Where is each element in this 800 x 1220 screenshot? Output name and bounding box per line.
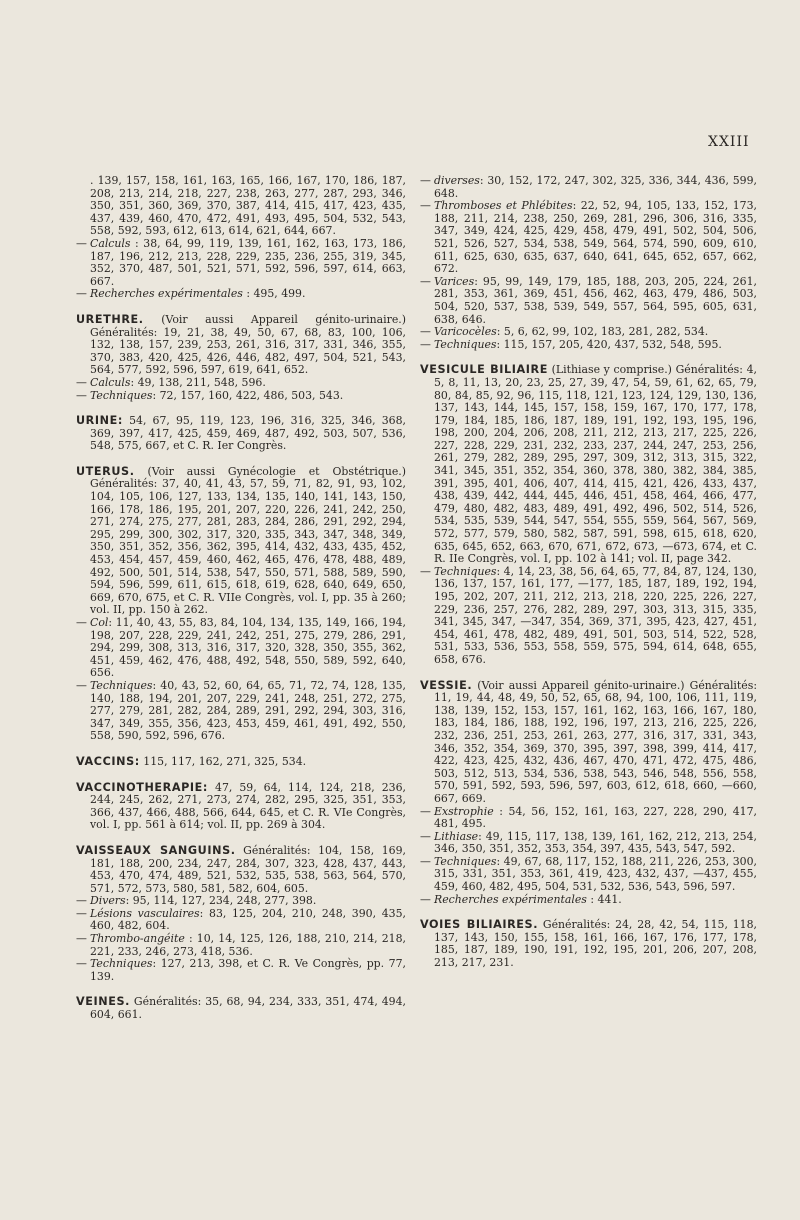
index-entry-heading (420, 919, 757, 969)
index-subentry (420, 339, 757, 352)
index-entry-heading (76, 996, 406, 1021)
page-references: : 49, 67, 68, 117, 152, 188, 211, 226, 253, 300, 315, 331, 351, 353, 361, 419, 423, 432, 437, —437, 455, 459, 460, 482, 495, 504, 531, 532, 536, 543, 596, 597. (434, 854, 757, 894)
subentry-label: Calculs (90, 236, 131, 250)
entry-heading-label: UTERUS. (76, 464, 135, 478)
em-dash: — (76, 388, 87, 402)
index-entry-heading (76, 466, 406, 617)
subentry-label: Thromboses et Phlébites (434, 199, 573, 213)
page-references: : 441. (586, 892, 622, 906)
page-references: : 22, 52, 94, 105, 133, 152, 173, 188, 211, 214, 238, 250, 269, 281, 296, 306, 316, 335, 347, 349, 424, 425, 429, 458, 479, 491, 502, 504, 506, 521, 526, 527, 534, 538, 549, 564, 574, 590, 609, 610, 611, 625, 630, 635, 637, 640, 641, 645, 652, 657, 662, 672. (434, 199, 757, 276)
subentry-label: Techniques (90, 957, 153, 971)
page-references: 115, 117, 162, 271, 325, 534. (139, 754, 307, 768)
em-dash: — (76, 375, 87, 389)
subentry-label: Techniques (434, 337, 497, 351)
entry-heading-label: VACCINS: (76, 754, 140, 768)
index-subentry (420, 200, 757, 276)
index-entry-heading (76, 415, 406, 453)
em-dash: — (420, 325, 431, 339)
em-dash: — (76, 287, 87, 301)
entry-heading-label: VACCINOTHERAPIE: (76, 780, 209, 794)
page-references: : 54, 56, 152, 161, 163, 227, 228, 290, 417, 481, 495. (434, 804, 757, 831)
entry-heading-label: VESSIE. (420, 678, 473, 692)
index-entry-heading (420, 364, 757, 566)
em-dash: — (76, 957, 87, 971)
entry-heading-label: VESICULE BILIAIRE (420, 363, 548, 377)
index-subentry (76, 390, 406, 403)
em-dash: — (76, 616, 87, 629)
index-subentry (76, 908, 406, 933)
index-entry-heading (420, 680, 757, 806)
em-dash: — (76, 906, 87, 920)
index-column-right (420, 175, 757, 970)
em-dash: — (420, 174, 431, 187)
page-references: : 495, 499. (242, 287, 306, 301)
index-column-left (76, 175, 406, 1022)
page-references: : 127, 213, 398, et C. R. Ve Congrès, pp. 77, 139. (90, 957, 406, 983)
page-references: 54, 67, 95, 119, 123, 196, 316, 325, 346, 368, 369, 397, 417, 425, 459, 469, 487, 492, 503, 507, 536, 548, 575, 667, et C. R. Ier Congrès. (90, 414, 406, 453)
subentry-label: Recherches expérimentales (434, 892, 587, 906)
page-references: : 115, 157, 205, 420, 437, 532, 548, 595. (496, 337, 722, 351)
page-references: : 83, 125, 204, 210, 248, 390, 435, 460, 482, 604. (90, 906, 406, 933)
subentry-label: Techniques (90, 678, 153, 692)
entry-heading-label: URETHRE. (76, 312, 144, 326)
index-subentry (420, 831, 757, 856)
page-references: : 11, 40, 43, 55, 83, 84, 104, 134, 135, 149, 166, 194, 198, 207, 228, 229, 241, 242, 251, 275, 279, 286, 291, 294, 299, 308, 313, 316, 317, 320, 328, 350, 355, 362, 451, 459, 462, 476, 488, 492, 548, 550, 589, 592, 640, 656. (90, 616, 406, 680)
em-dash: — (76, 678, 87, 692)
page-references: : 49, 115, 117, 138, 139, 161, 162, 212, 213, 254, 346, 350, 351, 352, 353, 354, 397, 435, 543, 547, 592. (434, 829, 757, 856)
em-dash: — (420, 199, 431, 213)
page-references: Généralités: 24, 28, 42, 54, 115, 118, 137, 143, 150, 155, 158, 161, 166, 167, 176, 177, 178, 185, 187, 189, 190, 191, 192, 195, 201, 206, 207, 208, 213, 217, 231. (434, 918, 757, 970)
em-dash: — (420, 337, 431, 351)
subentry-label: Divers (90, 894, 126, 908)
index-subentry (420, 806, 757, 831)
entry-heading-label: VEINES. (76, 995, 130, 1009)
page-references: : 49, 138, 211, 548, 596. (130, 375, 266, 389)
subentry-label: Techniques (434, 564, 497, 578)
em-dash: — (76, 236, 87, 250)
subentry-label: Varicocèles (434, 325, 497, 339)
index-subentry (420, 894, 757, 907)
index-subentry (420, 276, 757, 326)
em-dash: — (420, 274, 431, 288)
index-subentry (420, 566, 757, 667)
page-references: : 95, 99, 149, 179, 185, 188, 203, 205, 224, 261, 281, 353, 361, 369, 451, 456, 462, 463, 479, 486, 503, 504, 520, 537, 538, 539, 549, 557, 564, 595, 605, 631, 638, 646. (434, 274, 757, 326)
index-subentry (420, 856, 757, 894)
em-dash: — (420, 829, 431, 843)
index-entry-heading (76, 845, 406, 895)
index-entry-heading (76, 782, 406, 832)
page-references: : 72, 157, 160, 422, 486, 503, 543. (152, 388, 344, 402)
page-references: : 30, 152, 172, 247, 302, 325, 336, 344, 436, 599, 648. (434, 174, 757, 200)
index-subentry (76, 958, 406, 983)
em-dash: — (76, 894, 87, 908)
page-references: : 40, 43, 52, 60, 64, 65, 71, 72, 74, 128, 135, 140, 188, 194, 201, 207, 229, 241, 248, 251, 272, 275, 277, 279, 281, 282, 284, 289, 291, 292, 294, 303, 316, 347, 349, 355, 356, 423, 453, 459, 461, 491, 492, 550, 558, 590, 592, 596, 676. (90, 678, 406, 743)
subentry-label: diverses (434, 174, 480, 187)
em-dash: — (420, 564, 431, 578)
index-continuation (76, 175, 406, 238)
page-number: XXIII (708, 134, 750, 150)
index-subentry (420, 175, 757, 200)
index-entry-heading (76, 314, 406, 377)
entry-heading-label: VOIES BILIAIRES. (420, 918, 539, 932)
em-dash: — (76, 932, 87, 946)
page-references: : 38, 64, 99, 119, 139, 161, 162, 163, 173, 186, 187, 196, 212, 213, 228, 229, 235, 236, 255, 319, 345, 352, 370, 487, 501, 521, 571, 592, 596, 597, 614, 663, 667. (90, 236, 406, 288)
index-subentry (76, 617, 406, 680)
subentry-label: Techniques (90, 388, 153, 402)
page-references: (Voir aussi Appareil génito-urinaire.) Généralités: 19, 21, 38, 49, 50, 67, 68, 83, 100, 106, 132, 138, 157, 239, 253, 261, 316, 317, 331, 346, 355, 370, 383, 420, 425, 426, 446, 482, 497, 504, 521, 543, 564, 577, 592, 596, 597, 619, 641, 652. (90, 312, 406, 377)
subentry-label: Varices (434, 274, 475, 288)
subentry-label: Thrombo-angéite (90, 932, 185, 946)
subentry-label: Calculs (90, 375, 131, 389)
page-references: (Voir aussi Appareil génito-urinaire.) Généralités: 11, 19, 44, 48, 49, 50, 52, 65, 68, 94, 100, 106, 111, 119, 138, 139, 152, 153, 157, 161, 162, 163, 166, 167, 180, 183, 184, 186, 188, 192, 196, 197, 213, 216, 225, 226, 232, 236, 251, 253, 261, 263, 277, 316, 317, 331, 343, 346, 352, 354, 369, 370, 395, 397, 398, 399, 414, 417, 422, 423, 425, 432, 436, 467, 470, 471, 472, 475, 486, 503, 512, 513, 534, 536, 538, 543, 546, 548, 556, 558, 570, 591, 592, 593, 596, 597, 603, 612, 618, 660, —660, 667, 669. (434, 678, 757, 805)
em-dash: — (420, 892, 431, 906)
page-references: : 95, 114, 127, 234, 248, 277, 398. (125, 894, 317, 908)
page-references: (Lithiase y comprise.) Généralités: 4, 5, 8, 11, 13, 20, 23, 25, 27, 39, 47, 54, 59, 61, 62, 65, 79, 80, 84, 85, 92, 96, 115, 118, 121, 123, 124, 129, 130, 136, 137, 143, 144, 145, 157, 158, 159, 167, 170, 177, 178, 179, 184, 185, 186, 187, 189, 191, 192, 193, 195, 196, 198, 200, 204, 206, 208, 211, 212, 213, 217, 225, 226, 227, 228, 229, 231, 232, 233, 237, 244, 247, 253, 256, 261, 279, 282, 289, 295, 297, 309, 312, 313, 315, 322, 341, 345, 351, 352, 354, 360, 378, 380, 382, 384, 385, 391, 395, 401, 406, 407, 414, 415, 421, 426, 433, 437, 438, 439, 442, 444, 445, 446, 451, 458, 464, 466, 477, 479, 480, 482, 483, 489, 491, 492, 496, 502, 514, 526, 534, 535, 539, 544, 547, 554, 555, 559, 564, 567, 569, 572, 577, 579, 580, 582, 587, 591, 598, 615, 618, 620, 635, 645, 652, 663, 670, 671, 672, 673, —673, 674, et C. R. IIe Congrès, vol. I, pp. 102 à 141; vol. II, page 342. (434, 363, 757, 566)
page-references: Généralités: 104, 158, 169, 181, 188, 200, 234, 247, 284, 307, 323, 428, 437, 443, 453, 470, 474, 489, 521, 532, 535, 538, 563, 564, 570, 571, 572, 573, 580, 581, 582, 604, 605. (90, 843, 406, 895)
subentry-label: Lithiase (434, 829, 479, 843)
index-subentry (76, 933, 406, 958)
subentry-label: Exstrophie (434, 804, 494, 818)
entry-heading-label: VAISSEAUX SANGUINS. (76, 843, 236, 857)
index-entry-heading (76, 756, 406, 769)
page-references: 47, 59, 64, 114, 124, 218, 236, 244, 245, 262, 271, 273, 274, 282, 295, 325, 351, 353, 366, 437, 466, 488, 566, 644, 645, et C. R. VIe Congrès, vol. I, pp. 561 à 614; vol. II, pp. 269 à 304. (90, 780, 406, 832)
entry-heading-label: URINE: (76, 414, 123, 428)
em-dash: — (420, 804, 431, 818)
subentry-label: Col (90, 616, 109, 629)
subentry-label: Recherches expérimentales (90, 287, 243, 301)
em-dash: — (420, 854, 431, 868)
index-subentry (76, 288, 406, 301)
page-references: Généralités: 35, 68, 94, 234, 333, 351, 474, 494, 604, 661. (90, 995, 406, 1022)
page-references: : 10, 14, 125, 126, 188, 210, 214, 218, 221, 233, 246, 273, 418, 536. (90, 932, 406, 958)
subentry-label: Lésions vasculaires (90, 906, 200, 920)
subentry-label: Techniques (434, 854, 497, 868)
index-subentry (76, 238, 406, 288)
index-subentry (76, 680, 406, 743)
page-references: : 5, 6, 62, 99, 102, 183, 281, 282, 534. (496, 325, 709, 339)
page-references: . 139, 157, 158, 161, 163, 165, 166, 167, 170, 186, 187, 208, 213, 214, 218, 227, 238, 263, 277, 287, 293, 346, 350, 351, 360, 369, 370, 387, 414, 415, 417, 423, 435, 437, 439, 460, 470, 472, 491, 493, 495, 504, 532, 543, 558, 592, 593, 612, 613, 614, 621, 644, 667. (90, 174, 406, 238)
page-references: : 4, 14, 23, 38, 56, 64, 65, 77, 84, 87, 124, 130, 136, 137, 157, 161, 177, —177, 185, 187, 189, 192, 194, 195, 202, 207, 211, 212, 213, 218, 220, 225, 226, 227, 229, 236, 257, 276, 282, 289, 297, 303, 313, 315, 335, 341, 345, 347, —347, 354, 369, 371, 395, 423, 427, 451, 454, 461, 478, 482, 489, 491, 501, 503, 514, 522, 528, 531, 533, 536, 553, 558, 559, 575, 594, 614, 648, 655, 658, 676. (434, 564, 757, 666)
page-references: (Voir aussi Gynécologie et Obstétrique.) Généralités: 37, 40, 41, 43, 57, 59, 71, 82, 91, 93, 102, 104, 105, 106, 127, 133, 134, 135, 140, 141, 143, 150, 166, 178, 186, 195, 201, 207, 220, 226, 241, 242, 250, 271, 274, 275, 277, 281, 283, 284, 286, 291, 292, 294, 295, 299, 300, 302, 317, 320, 335, 343, 347, 348, 349, 350, 351, 352, 356, 362, 395, 414, 432, 433, 435, 452, 453, 454, 457, 459, 460, 462, 465, 476, 478, 488, 489, 492, 500, 501, 514, 538, 547, 550, 571, 588, 589, 590, 594, 596, 599, 611, 615, 618, 619, 628, 640, 649, 650, 669, 670, 675, et C. R. VIIe Congrès, vol. I, pp. 35 à 260; vol. II, pp. 150 à 262. (90, 464, 406, 617)
